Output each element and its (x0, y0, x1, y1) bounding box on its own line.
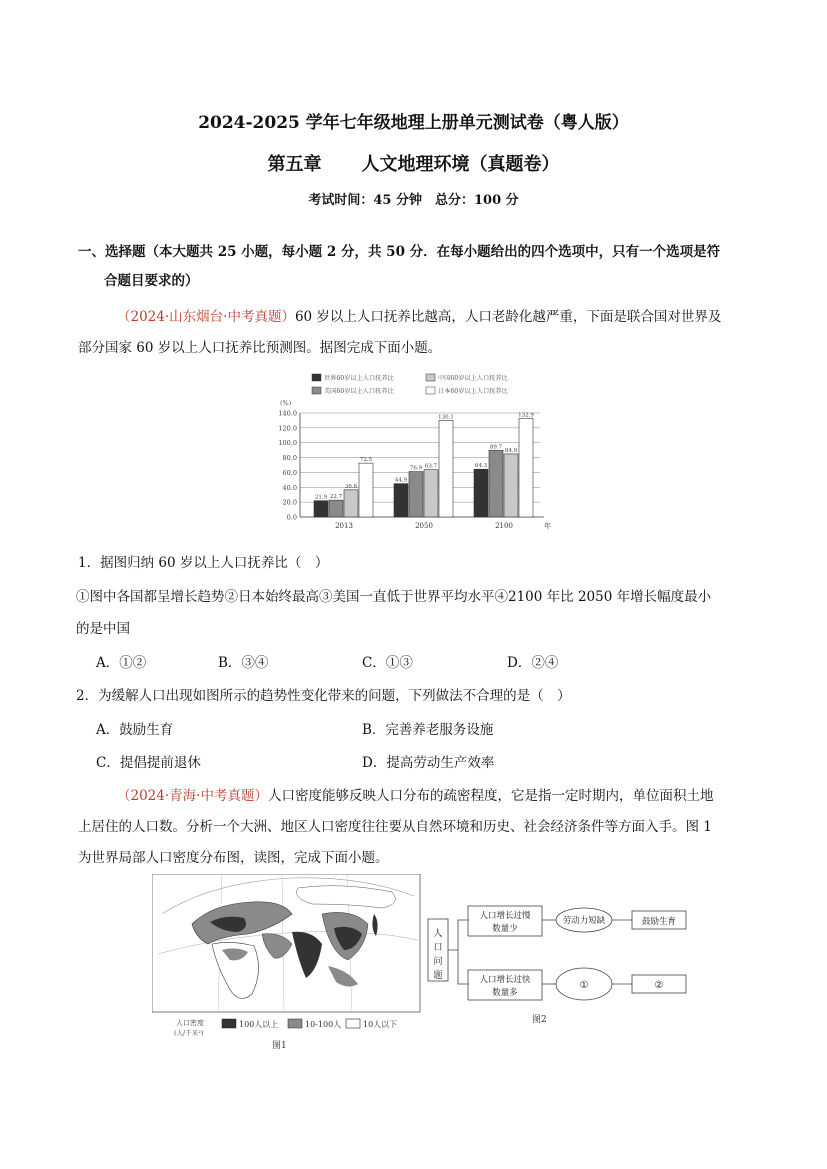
question-2-option-c[interactable]: C．提倡提前退休 (96, 755, 201, 771)
legend-label-3: 中国60岁以上人口抚养比 (438, 375, 508, 382)
question-1-option-a[interactable]: A．①② (96, 655, 147, 671)
data-label: 44.9 (394, 477, 408, 484)
legend-label-2: 美国60岁以上人口抚养比 (324, 388, 394, 395)
y-tick-label: 40.0 (282, 483, 297, 492)
bar-2100-series-3 (504, 454, 518, 517)
passage-2-line2: 上居住的人口数。分析一个大洲、地区人口密度往往要从自然环境和历史、社会经济条件等方面入手。图 1 (78, 819, 712, 835)
dependency-ratio-chart (268, 372, 558, 532)
legend-swatch-low (346, 1019, 360, 1028)
y-tick-label: 80.0 (282, 454, 297, 463)
y-tick-label: 120.0 (278, 424, 297, 433)
exam-info: 考试时间：45 分钟 总分：100 分 (308, 193, 519, 208)
data-label: 132.9 (518, 412, 534, 419)
x-axis-unit: 年 (544, 522, 551, 530)
flow-root-char-2: 口 (433, 943, 443, 953)
flow-root-char-3: 问 (433, 957, 443, 967)
data-label: 76.9 (409, 465, 423, 472)
data-label: 22.7 (329, 494, 343, 501)
x-tick-label: 2013 (335, 522, 353, 530)
y-tick-label: 140.0 (278, 409, 297, 418)
legend-swatch-2 (312, 387, 321, 394)
question-1-option-d[interactable]: D．②④ (507, 655, 559, 671)
question-1-option-b[interactable]: B．③④ (218, 655, 269, 671)
map-legend-title: 人口密度 (176, 1019, 204, 1027)
flow-root-char-4: 题 (433, 971, 443, 981)
question-2-stem: 2．为缓解人口出现如图所示的趋势性变化带来的问题，下列做法不合理的是（ ） (76, 688, 571, 704)
question-1-stem: 1．据图归纳 60 岁以上人口抚养比（ ） (78, 555, 329, 571)
y-tick-label: 20.0 (282, 498, 297, 507)
data-label: 72.5 (359, 457, 373, 464)
flow-top-box-line2: 数量少 (492, 924, 518, 934)
bar-2050-series-1 (394, 484, 408, 517)
bar-2100-series-2 (489, 450, 503, 517)
question-2-option-b[interactable]: B．完善养老服务设施 (362, 722, 494, 738)
y-axis-unit: (%) (280, 399, 292, 407)
figures-1-2 (152, 874, 697, 1054)
bar-2050-series-2 (409, 472, 423, 517)
data-label: 64.3 (474, 463, 488, 470)
passage-2-line1: 人口密度能够反映人口分布的疏密程度，它是指一定时期内，单位面积土地 (267, 788, 714, 804)
passage-1-source: （2024·山东烟台·中考真题） (117, 309, 295, 325)
passage-1-text-line2: 部分国家 60 岁以上人口抚养比预测图。据图完成下面小题。 (78, 340, 442, 356)
legend-label-4: 日本60岁以上人口抚养比 (438, 388, 508, 395)
data-label: 36.6 (344, 483, 358, 490)
flow-top-oval-label: 劳动力短缺 (562, 916, 606, 926)
legend-mid-label: 10-100人 (305, 1020, 342, 1029)
section-heading-line2: 合题目要求的） (104, 273, 199, 289)
flow-root-char-1: 人 (433, 929, 443, 939)
bar-2013-series-3 (344, 490, 358, 517)
chapter-heading (0, 150, 827, 176)
flow-bottom-result-label: ② (654, 980, 664, 991)
bar-2013-series-4 (359, 463, 373, 517)
data-label: 63.7 (424, 463, 438, 470)
bar-2100-series-1 (474, 469, 488, 517)
bar-2013-series-1 (314, 501, 328, 517)
data-label: 89.7 (489, 444, 503, 451)
legend-low-label: 10人以下 (363, 1020, 398, 1029)
chart-legend (312, 374, 508, 395)
question-2-option-a[interactable]: A．鼓励生育 (96, 722, 174, 738)
flow-bottom-oval-label: ① (579, 980, 589, 991)
y-tick-label: 0.0 (286, 513, 297, 522)
legend-swatch-1 (312, 374, 321, 381)
flow-bottom-box-line1: 人口增长过快 (479, 975, 531, 985)
population-problem-flowchart (428, 906, 686, 1000)
legend-swatch-3 (426, 374, 435, 381)
x-tick-label: 2100 (495, 522, 513, 530)
passage-2-source: （2024·青海·中考真题） (117, 788, 268, 804)
legend-label-1: 世界60岁以上人口抚养比 (324, 375, 394, 382)
data-label: 21.9 (314, 494, 328, 501)
x-tick-label: 2050 (415, 522, 433, 530)
flow-top-result-label: 鼓励生育 (641, 917, 677, 927)
figure-1-caption: 图1 (272, 1041, 287, 1051)
chapter-name: 人文地理环境（真题卷） (361, 154, 560, 175)
y-tick-label: 60.0 (282, 468, 297, 477)
legend-swatch-4 (426, 387, 435, 394)
question-2-option-d[interactable]: D．提高劳动生产效率 (362, 755, 495, 771)
question-1-statements-line1: ①图中各国都呈增长趋势②日本始终最高③美国一直低于世界平均水平④2100 年比 2050 年增长幅度最小 (76, 589, 712, 605)
passage-2 (78, 781, 753, 874)
flow-top-box-line1: 人口增长过慢 (479, 911, 531, 921)
question-1-statements-line2: 的是中国 (76, 621, 130, 637)
question-1-option-c[interactable]: C．①③ (362, 655, 413, 671)
passage-1 (78, 302, 753, 364)
population-density-map (152, 874, 420, 1012)
legend-high-label: 100人以上 (239, 1020, 279, 1029)
legend-swatch-mid (288, 1019, 302, 1028)
legend-swatch-high (222, 1019, 236, 1028)
data-label: 84.9 (504, 447, 518, 454)
bar-2100-series-4 (519, 418, 533, 517)
data-label: 130.1 (438, 414, 454, 421)
y-tick-label: 100.0 (278, 439, 297, 448)
chapter-number: 第五章 (267, 154, 322, 175)
flow-bottom-box-line2: 数量多 (492, 988, 518, 998)
figure-2-caption: 图2 (532, 1015, 547, 1025)
bar-2050-series-4 (439, 420, 453, 517)
bar-2050-series-3 (424, 470, 438, 517)
section-heading (78, 238, 753, 296)
document-title: 2024-2025 学年七年级地理上册单元测试卷（粤人版） (198, 113, 629, 133)
section-heading-line1: 一、选择题（本大题共 25 小题，每小题 2 分，共 50 分．在每小题给出的四个选项中，只有一个选项是符 (78, 244, 721, 260)
passage-2-line3: 为世界局部人口密度分布图，读图，完成下面小题。 (78, 850, 389, 866)
map-legend-unit: (人/千米²) (174, 1029, 204, 1037)
bar-2013-series-2 (329, 500, 343, 517)
passage-1-text-line1: 60 岁以上人口抚养比越高，人口老龄化越严重，下面是联合国对世界及 (294, 309, 722, 325)
